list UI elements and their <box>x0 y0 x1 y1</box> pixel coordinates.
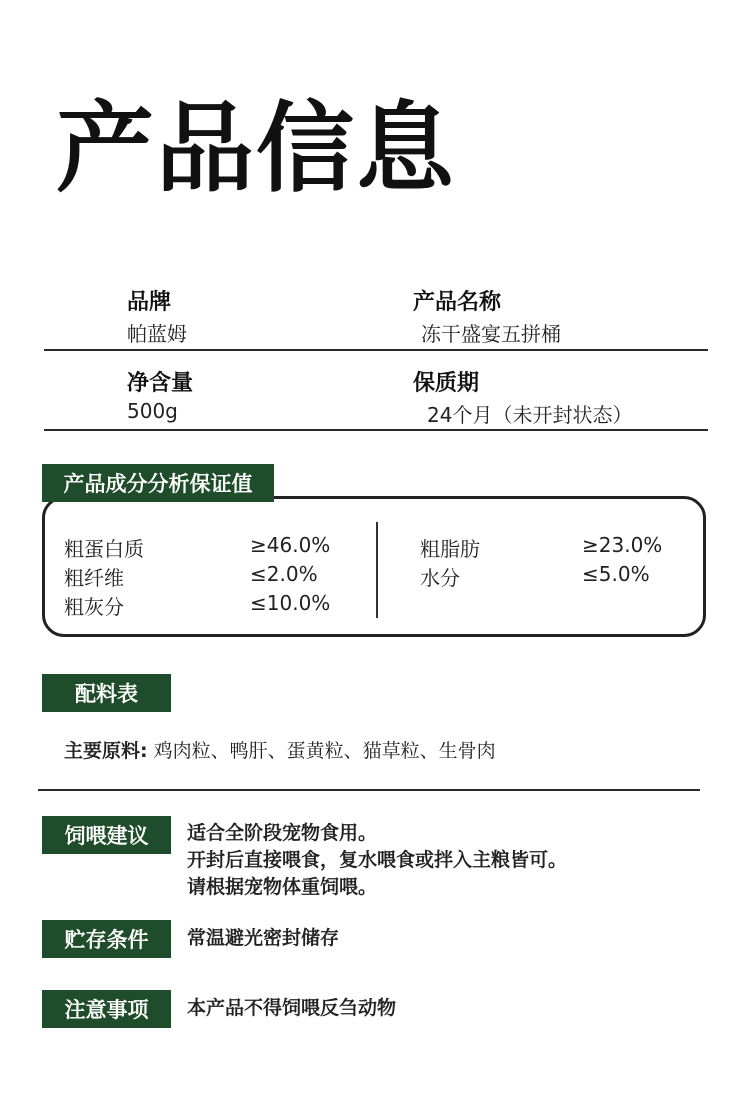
nutrient-value: ≤5.0% <box>582 562 650 586</box>
feeding-heading: 饲喂建议 <box>42 816 171 854</box>
divider <box>44 349 708 351</box>
ingredients-line <box>64 736 496 763</box>
nutrient-name: 粗蛋白质 <box>64 537 144 561</box>
ingredients-label: 主要原料: <box>64 740 148 762</box>
ingredients-heading: 配料表 <box>42 674 171 712</box>
feeding-line: 开封后直接喂食，复水喂食或拌入主粮皆可。 <box>187 849 568 871</box>
notice-text: 本产品不得饲喂反刍动物 <box>187 997 397 1019</box>
page-title: 产品信息 <box>56 92 457 206</box>
nutrient-name: 粗灰分 <box>64 595 124 619</box>
net-content-label: 净含量 <box>127 371 194 396</box>
nutrient-value: ≤2.0% <box>250 562 318 586</box>
feeding-line: 请根据宠物体重饲喂。 <box>187 876 378 898</box>
nutrient-name: 水分 <box>420 566 460 590</box>
feeding-line: 适合全阶段宠物食用。 <box>187 822 378 844</box>
analysis-divider <box>376 522 378 618</box>
notice-heading: 注意事项 <box>42 990 171 1028</box>
storage-heading: 贮存条件 <box>42 920 171 958</box>
product-name-label: 产品名称 <box>413 290 502 315</box>
brand-value: 帕蓝姆 <box>127 322 187 346</box>
shelf-life-label: 保质期 <box>413 371 480 396</box>
shelf-life-value: 24个月（未开封状态） <box>427 403 633 427</box>
nutrient-value: ≤10.0% <box>250 591 331 615</box>
product-name-value: 冻干盛宴五拼桶 <box>421 322 561 346</box>
nutrient-value: ≥23.0% <box>582 533 663 557</box>
nutrient-value: ≥46.0% <box>250 533 331 557</box>
brand-label: 品牌 <box>127 290 172 315</box>
ingredients-text: 鸡肉粒、鸭肝、蛋黄粒、猫草粒、生骨肉 <box>153 740 496 762</box>
nutrient-name: 粗纤维 <box>64 566 124 590</box>
net-content-value: 500g <box>127 399 178 423</box>
nutrient-name: 粗脂肪 <box>420 537 480 561</box>
divider <box>38 789 700 791</box>
analysis-heading: 产品成分分析保证值 <box>42 464 274 502</box>
divider <box>44 429 708 431</box>
storage-text: 常温避光密封储存 <box>187 927 340 949</box>
